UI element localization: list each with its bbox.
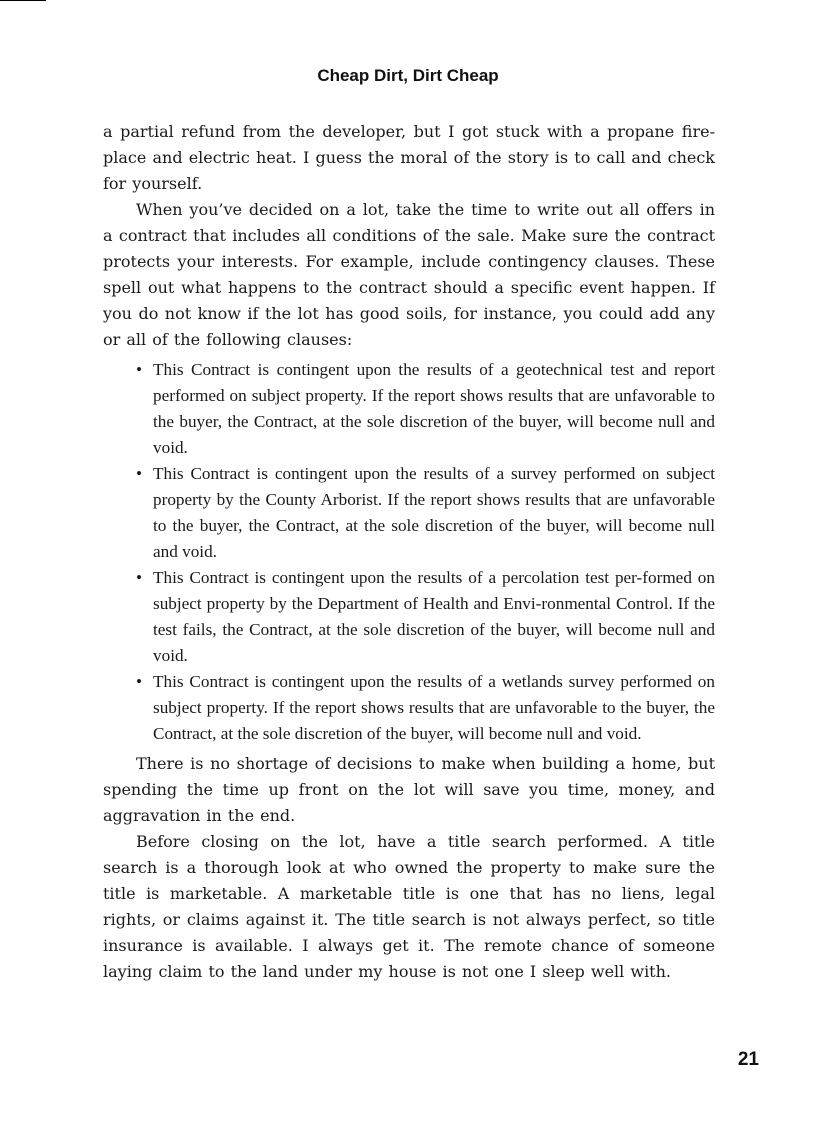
- bullet-icon: •: [136, 672, 143, 691]
- bullet-icon: •: [136, 464, 143, 483]
- running-head: Cheap Dirt, Dirt Cheap: [317, 66, 499, 85]
- clause-geotechnical: This Contract is contingent upon the results of a geotechnical test and report performed on subject property. If the report shows results that are unfavorable to the buyer, the Contract, at the sole discretion of the buyer, will become null and void.: [153, 360, 715, 457]
- corner-crop-mark: [0, 0, 46, 1]
- paragraph-decisions: There is no shortage of decisions to make when building a home, but spending the time up front on the lot will save you time, money, and aggravation in the end.: [103, 754, 715, 825]
- paragraph-continued: a partial refund from the developer, but I got stuck with a propane fire-place and electric heat. I guess the moral of the story is to call and check for yourself.: [103, 122, 715, 193]
- bullet-icon: •: [136, 360, 143, 379]
- paragraph-contract-offers: When you’ve decided on a lot, take the time to write out all offers in a contract that includes all conditions of the sale. Make sure the contract protects your interests. For example, include contingency clauses. These spell out what happens to the contract should a specific event happen. If you do not know if the lot has good soils, for instance, you could add any or all of the following clauses:: [103, 200, 715, 349]
- body-text: [103, 119, 715, 985]
- list-item: [136, 565, 715, 669]
- contingency-clause-list: [103, 357, 715, 747]
- bullet-icon: •: [136, 568, 143, 587]
- page-number: 21: [737, 1049, 759, 1070]
- clause-arborist-survey: This Contract is contingent upon the results of a survey performed on subject property by the County Arborist. If the report shows results that are unfavorable to the buyer, the Contract, at the sole discretion of the buyer, will become null and void.: [153, 464, 715, 561]
- clause-percolation-test: This Contract is contingent upon the results of a percolation test per-formed on subject property by the Department of Health and Envi-ronmental Control. If the test fails, the Contract, at the sole discretion of the buyer, will become null and void.: [153, 568, 715, 665]
- list-item: [136, 461, 715, 565]
- list-item: [136, 669, 715, 747]
- clause-wetlands-survey: This Contract is contingent upon the results of a wetlands survey performed on subject property. If the report shows results that are unfavorable to the buyer, the Contract, at the sole discretion of the buyer, will become null and void.: [153, 672, 715, 743]
- list-item: [136, 357, 715, 461]
- paragraph-title-search: Before closing on the lot, have a title search performed. A title search is a thorough look at who owned the property to make sure the title is marketable. A marketable title is one that has no liens, legal rights, or claims against it. The title search is not always perfect, so title insurance is available. I always get it. The remote chance of someone laying claim to the land under my house is not one I sleep well with.: [103, 832, 715, 981]
